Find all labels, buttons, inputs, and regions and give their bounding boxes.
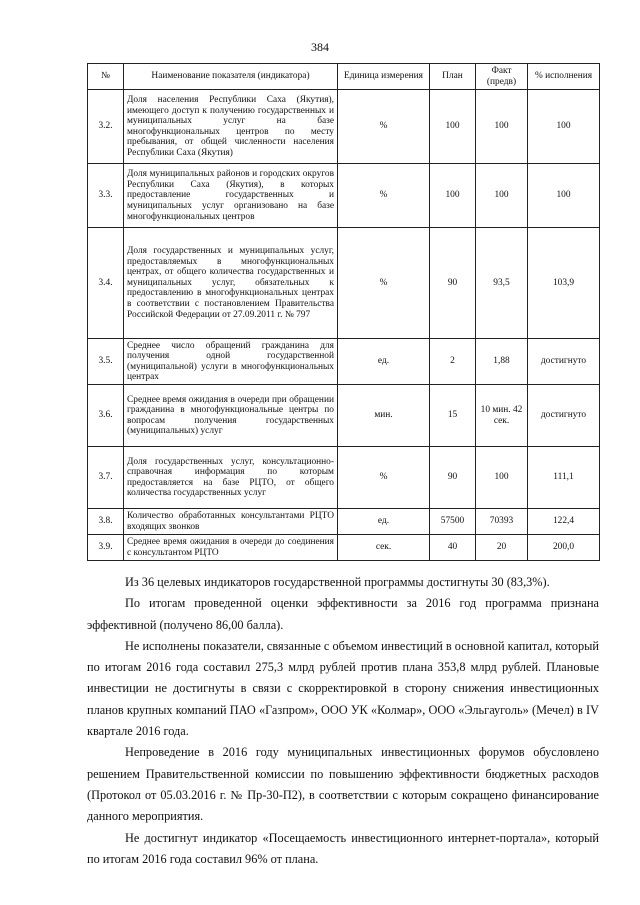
row-plan: 2 bbox=[430, 339, 476, 385]
header-name: Наименование показателя (индикатора) bbox=[124, 64, 338, 90]
table-row bbox=[88, 447, 600, 509]
row-unit: мин. bbox=[338, 385, 430, 447]
row-fact: 100 bbox=[476, 90, 528, 164]
row-plan: 15 bbox=[430, 385, 476, 447]
header-unit: Единица измерения bbox=[338, 64, 430, 90]
row-fact: 70393 bbox=[476, 509, 528, 535]
paragraph: Из 36 целевых индикаторов государственной программы достигнуты 30 (83,3%). bbox=[125, 575, 550, 589]
row-num: 3.5. bbox=[88, 339, 124, 385]
paragraph: Непроведение в 2016 году муниципальных инвестиционных форумов обусловлено решением Правительственной комиссии по повышению эффективности бюджетных расходов (Протокол от 05.03.2016 г. № Пр-30-П2), в соответствии с которым сокращено финансирование данного мероприятия. bbox=[87, 745, 599, 824]
row-name: Доля населения Республики Саха (Якутия), имеющего доступ к получению государственных и муниципальных услуг на базе многофункциональных центров по месту пребывания, от общей численности населения Республики Саха (Якутия) bbox=[124, 90, 338, 164]
row-num: 3.2. bbox=[88, 90, 124, 164]
table-row bbox=[88, 385, 600, 447]
row-name: Количество обработанных консультантами РЦТО входящих звонков bbox=[124, 509, 338, 535]
paragraph: Не исполнены показатели, связанные с объемом инвестиций в основной капитал, который по итогам 2016 года составил 275,3 млрд рублей против плана 353,8 млрд рублей. Плановые инвестиции не достигнуты в связи с скорректировкой в сторону снижения инвестиционных планов крупных компаний ПАО «Газпром», ООО УК «Колмар», ООО «Эльгауголь» (Мечел) в IV квартале 2016 года. bbox=[87, 638, 599, 739]
row-fact: 1,88 bbox=[476, 339, 528, 385]
table-row bbox=[88, 535, 600, 561]
row-unit: % bbox=[338, 164, 430, 228]
table-header-row bbox=[88, 64, 600, 90]
row-percent: 100 bbox=[528, 164, 600, 228]
row-percent: достигнуто bbox=[528, 385, 600, 447]
row-name: Доля государственных и муниципальных услуг, предоставляемых в многофункциональных центрах, от общего количества государственных и муниципальных услуг, обязательных к предоставлению в многофункциональных центрах в соответствии с постановлением Правительства Российской Федерации от 27.09.2011 г. № 797 bbox=[124, 228, 338, 339]
row-name: Доля муниципальных районов и городских округов Республики Саха (Якутия), в которых предоставление государственных и муниципальных услуг организовано на базе многофункциональных центров bbox=[124, 164, 338, 228]
indicators-table bbox=[87, 63, 600, 561]
row-plan: 90 bbox=[430, 447, 476, 509]
table-row bbox=[88, 164, 600, 228]
header-fact: Факт (предв) bbox=[476, 64, 528, 90]
row-num: 3.3. bbox=[88, 164, 124, 228]
row-percent: достигнуто bbox=[528, 339, 600, 385]
row-plan: 57500 bbox=[430, 509, 476, 535]
row-fact: 10 мин. 42 сек. bbox=[476, 385, 528, 447]
row-num: 3.4. bbox=[88, 228, 124, 339]
row-percent: 200,0 bbox=[528, 535, 600, 561]
row-percent: 111,1 bbox=[528, 447, 600, 509]
paragraph: Не достигнут индикатор «Посещаемость инвестиционного интернет-портала», который по итогам 2016 года составил 96% от плана. bbox=[87, 830, 599, 866]
row-name: Среднее время ожидания в очереди до соединения с консультантом РЦТО bbox=[124, 535, 338, 561]
header-plan: План bbox=[430, 64, 476, 90]
header-num: № bbox=[88, 64, 124, 90]
row-unit: % bbox=[338, 228, 430, 339]
table-row bbox=[88, 509, 600, 535]
row-unit: % bbox=[338, 90, 430, 164]
row-percent: 103,9 bbox=[528, 228, 600, 339]
row-unit: ед. bbox=[338, 339, 430, 385]
row-fact: 100 bbox=[476, 447, 528, 509]
row-fact: 20 bbox=[476, 535, 528, 561]
row-plan: 40 bbox=[430, 535, 476, 561]
page-number: 384 bbox=[311, 40, 329, 54]
row-num: 3.8. bbox=[88, 509, 124, 535]
row-fact: 93,5 bbox=[476, 228, 528, 339]
row-num: 3.6. bbox=[88, 385, 124, 447]
header-percent: % исполнения bbox=[528, 64, 600, 90]
table-row bbox=[88, 228, 600, 339]
row-percent: 100 bbox=[528, 90, 600, 164]
row-unit: % bbox=[338, 447, 430, 509]
row-unit: сек. bbox=[338, 535, 430, 561]
row-name: Среднее число обращений гражданина для получения одной государственной (муниципальной) услуги в многофункциональных центрах bbox=[124, 339, 338, 385]
row-percent: 122,4 bbox=[528, 509, 600, 535]
row-plan: 90 bbox=[430, 228, 476, 339]
row-name: Доля государственных услуг, консультационно-справочная информация по которым предоставляется на базе РЦТО, от общего количества государственных услуг bbox=[124, 447, 338, 509]
row-num: 3.7. bbox=[88, 447, 124, 509]
table-row bbox=[88, 90, 600, 164]
row-num: 3.9. bbox=[88, 535, 124, 561]
row-unit: ед. bbox=[338, 509, 430, 535]
paragraph: По итогам проведенной оценки эффективности за 2016 год программа признана эффективной (получено 86,00 балла). bbox=[87, 596, 599, 632]
row-plan: 100 bbox=[430, 164, 476, 228]
table-row bbox=[88, 339, 600, 385]
row-name: Среднее время ожидания в очереди при обращении гражданина в многофункциональные центры по вопросам получения государственных (муниципальных) услуг bbox=[124, 385, 338, 447]
body-text bbox=[87, 572, 599, 870]
row-fact: 100 bbox=[476, 164, 528, 228]
row-plan: 100 bbox=[430, 90, 476, 164]
